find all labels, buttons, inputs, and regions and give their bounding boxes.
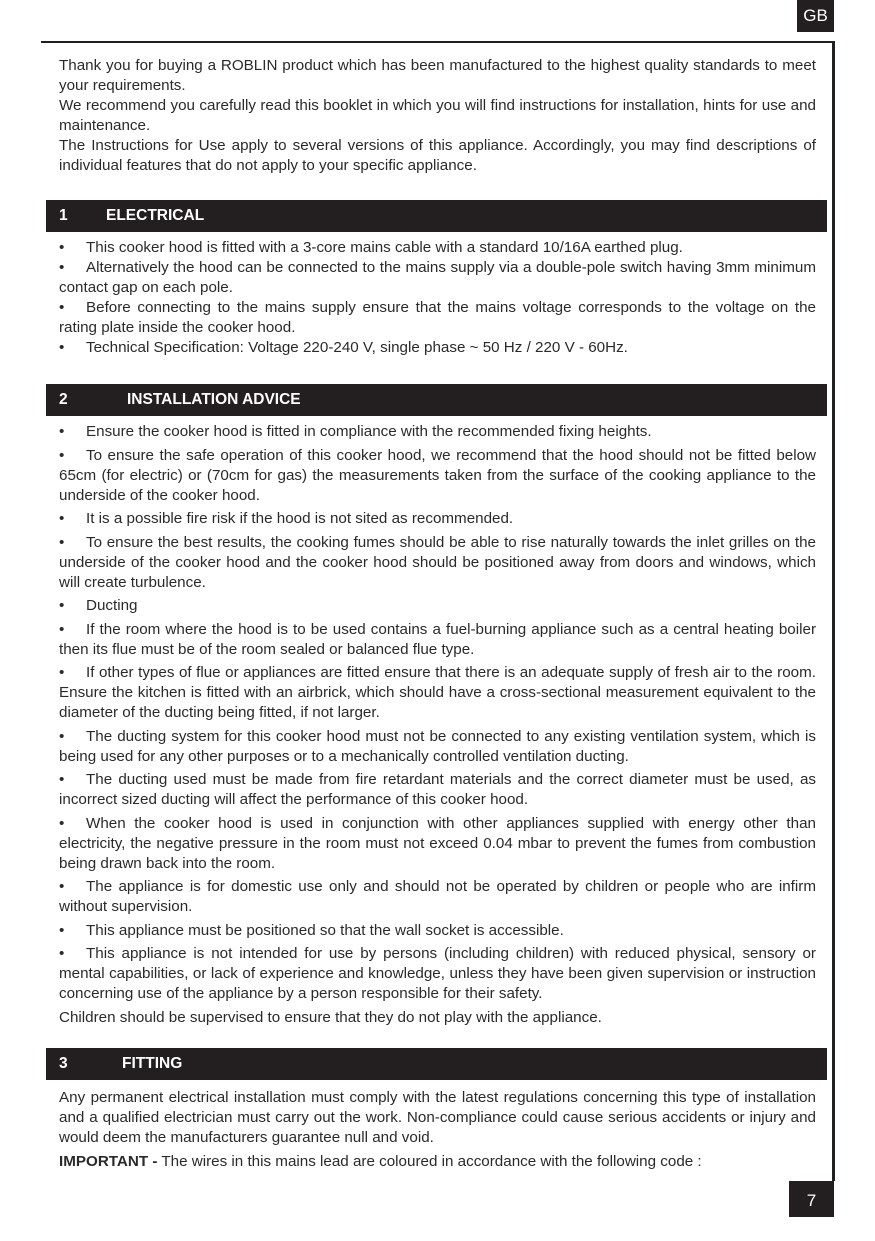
list-item: • The ducting used must be made from fire retardant materials and the correct diameter must be used, as incorrect sized ducting will affect the performance of this cooker hood. [59,771,816,808]
list-item: • To ensure the safe operation of this cooker hood, we recommend that the hood should not be fitted below 65cm (for electric) or (70cm for gas) the measurements taken from the surface of the cooking appliance to the underside of the cooker hood. [59,446,816,504]
section-title: INSTALLATION ADVICE [127,391,301,408]
list-item: • Before connecting to the mains supply ensure that the mains voltage corresponds to the voltage on the rating plate inside the cooker hood. [59,299,816,336]
language-tag: GB [797,0,834,32]
page-number: 7 [789,1181,834,1217]
list-item: • This cooker hood is fitted with a 3-core mains cable with a standard 10/16A earthed plug. [59,239,683,256]
important-label: IMPORTANT - [59,1152,158,1170]
list-item: • Alternatively the hood can be connected to the mains supply via a double-pole switch having 3mm minimum contact gap on each pole. [59,259,816,296]
list-item: • If the room where the hood is to be used contains a fuel-burning appliance such as a central heating boiler then its flue must be of the room sealed or balanced flue type. [59,620,816,658]
intro-paragraph: The Instructions for Use apply to several versions of this appliance. Accordingly, you may find descriptions of individual features that do not apply to your specific appliance. [59,137,816,174]
list-item: • It is a possible fire risk if the hood is not sited as recommended. [59,510,514,527]
fitting-paragraph: Any permanent electrical installation must comply with the latest regulations concerning this type of installation and a qualified electrician must carry out the work. Non-compliance could cause serious accidents or injury and would deem the manufacturers guarantee null and void. [59,1089,816,1146]
top-divider [41,41,835,43]
electrical-list [59,238,816,358]
intro-paragraph: We recommend you carefully read this booklet in which you will find instructions for installation, hints for use and maintenance. [59,97,816,134]
list-item: • The appliance is for domestic use only and should not be operated by children or people who are infirm without supervision. [59,878,816,915]
supervision-note: Children should be supervised to ensure that they do not play with the appliance. [59,1008,602,1026]
intro-block [59,56,816,176]
section-heading-fitting [46,1048,827,1080]
section-title: FITTING [122,1055,183,1072]
section-number: 3 [59,1055,68,1072]
list-item: • Ensure the cooker hood is fitted in compliance with the recommended fixing heights. [59,423,652,440]
section-number: 2 [59,391,68,408]
section-title: ELECTRICAL [106,207,205,224]
intro-paragraph: Thank you for buying a ROBLIN product which has been manufactured to the highest quality standards to meet your requirements. [59,57,816,94]
list-item: • This appliance must be positioned so that the wall socket is accessible. [59,921,564,939]
right-border [832,41,835,1181]
fitting-block [59,1088,816,1172]
installation-list [59,422,816,1028]
list-item: • The ducting system for this cooker hood must not be connected to any existing ventilation system, which is being used for any other purposes or to a mechanically controlled ventilation ducting. [59,727,816,765]
list-item: • To ensure the best results, the cooking fumes should be able to rise naturally towards the inlet grilles on the underside of the cooker hood and the cooker hood should be positioned away from doors and windows, which will create turbulence. [59,533,816,591]
list-item: • This appliance is not intended for use by persons (including children) with reduced physical, sensory or mental capabilities, or lack of experience and knowledge, unless they have been given supervision or instruction concerning use of the appliance by a person responsible for their safety. [59,945,816,1002]
section-heading-electrical [46,200,827,232]
list-item: • If other types of flue or appliances are fitted ensure that there is an adequate supply of fresh air to the room. Ensure the kitchen is fitted with an airbrick, which should have a cross-sectional measurement equivalent to the diameter of the ducting being fitted, if not larger. [59,664,816,721]
list-item: • Technical Specification: Voltage 220-240 V, single phase ~ 50 Hz / 220 V - 60Hz. [59,339,628,356]
section-heading-installation [46,384,827,416]
important-note: IMPORTANT - The wires in this mains lead are coloured in accordance with the following code : [59,1152,702,1170]
list-item: • When the cooker hood is used in conjunction with other appliances supplied with energy other than electricity, the negative pressure in the room must not exceed 0.04 mbar to prevent the fumes from combustion being drawn back into the room. [59,814,816,872]
list-item: • Ducting [59,597,138,614]
section-number: 1 [59,207,68,224]
